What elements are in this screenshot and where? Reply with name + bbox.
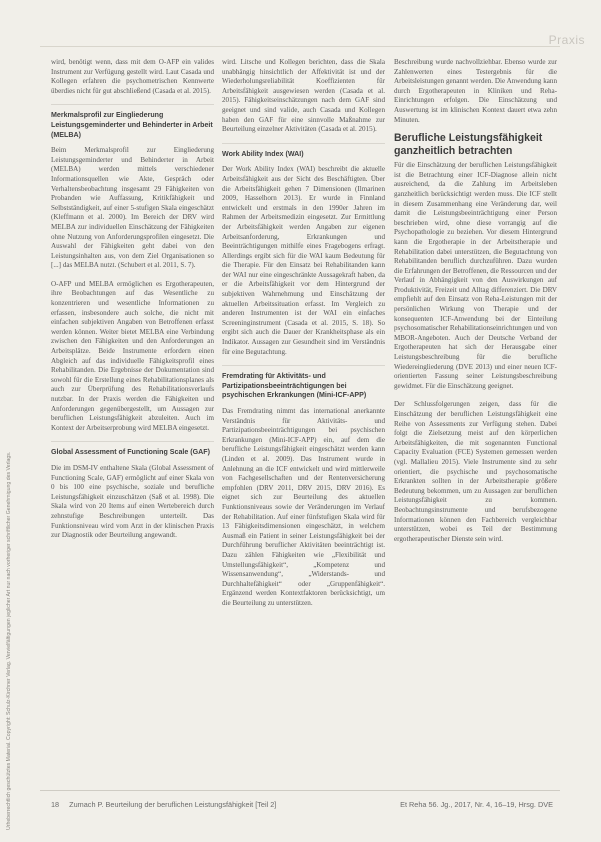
divider	[51, 441, 214, 442]
header-rule	[40, 30, 560, 47]
column3-paragraph-2: Der Schlussfolgerungen zeigen, dass für die Einschätzung der beruflichen Leistungsfähigkeit eine Reihe von Assessments zur Verfügung stehen. Dabei folgt die Zielsetzung meist auf den körperlichen Arbeitsfähigkeiten, die mit sogenannten Functional Capacity Evaluation (FCE) Systemen gemessen werden (vgl. Mallalieu 2015). Viele Instrumente sind zu sehr orientiert, die psychische und psychosomatische Erkrankten sollten in der Arbeitstherapie größere Bedeutung bekommen, um zu Aussagen zur beruflichen Leistungsfähigkeit zu kommen. Beobachtungsinstrumente und berufsbezogene Informationen können den Fachbereich vergleichbar unterstützen, wobei es Teil der Bestimmung ergotherapeutischer Dienste sein wird.	[394, 400, 557, 543]
copyright-notice-text: Urheberrechtlich geschütztes Material. Copyright: Schulz-Kirchner Verlag. Vervielfältigungen jeglicher Art nur nach vorheriger schriftlicher Genehmigung des Verlags.	[6, 451, 12, 830]
column2-intro-paragraph: wird. Litsche und Kollegen berichten, dass die Skala unabhängig hinsichtlich der Affektivität ist und der Wiederholungsreliabilität Koeffizienten für Arbeitsfähigkeit ausgewiesen werden (Casada et al. 2015). Fähigkeitseinschätzungen nach dem GAF sind geeignet und sind valide, auch Casada und Kollegen haben den GAF für eine sinnvolle Maßnahme zur Beurteilung einzelner Aktivitäten (Casada et al. 2015).	[222, 58, 385, 134]
column3-intro-paragraph: Beschreibung wurde nachvollziehbar. Ebenso wurde zur Zahlenwerten eines Testergebnis für die Arbeitsleistungen genannt werden. Die Anwendung kann durch Ergotherapeuten in Kliniken und Reha-Einrichtungen erfolgen. Die Einschätzung und Auswertung ist im klinischen Kontext dauert etwa zehn Minuten.	[394, 58, 557, 124]
page-number: 18	[51, 800, 60, 809]
column-2	[222, 58, 385, 608]
divider	[222, 143, 385, 144]
column1-intro-paragraph: wird, benötigt wenn, dass mit dem O-AFP ein valides Instrument zur Verfügung gestellt wird. Laut Casada und Kollegen erfahren die psychometrischen Kennwerte überdies nicht für gut abschließend (Casada et al. 2015).	[51, 58, 214, 95]
gaf-paragraph: Die im DSM-IV enthaltene Skala (Global Assessment of Functioning Scale, GAF) ermöglicht auf einer Skala von 0 bis 100 eine psychische, soziale und berufliche Leistungsfähigkeit einzuschätzen (Saß et al. 1998). Die Skala wird von 20 Items auf einen Wertebereich durch zehnstufige Beschreibungen unterteilt. Das Funktionsniveau wird vom Arzt in der klinischen Praxis zur Diagnostik oder Beurteilung angewandt.	[51, 463, 214, 540]
article-citation: Zumach P. Beurteilung der beruflichen Leistungsfähigkeit [Teil 2]	[69, 800, 277, 809]
melba-heading: Merkmalsprofil zur Eingliederung Leistungsgeminderter und Behinderter in Arbeit (MELBA)	[51, 111, 213, 139]
section-label: Praxis	[548, 33, 585, 47]
wai-paragraph: Der Work Ability Index (WAI) beschreibt die aktuelle Arbeitsfähigkeit aus der Sicht des Beschäftigten. Über die Arbeitsfähigkeit gehen 7 Dimensionen (Ilmarinen 2009, Hasselhorn 2013). Er wurde in Finnland entwickelt und erstmals in den 1990er Jahren im Rahmen der Arbeitsmedizin eingesetzt. Zur Ermittlung der Arbeitsfähigkeit werden Angaben zur eigenen Arbeitsanforderung, Erkrankungen und Beeinträchtigungen mithilfe eines Fragebogens erfragt. Allerdings ergibt sich für die WAI kaum Bedeutung für die Therapie. Für den Einsatz bei Rehabilitanden kann der WAI nur eine eingeschränkte Aussagekraft haben, da er die Arbeitsfähigkeit vor dem Hintergrund der subjektiven Wahrnehmung und Einschätzung der aktuellen Arbeitssituation erfasst. Im Vergleich zu anderen Instrumenten ist der WAI ein einfaches Screeninginstrument (Casada et al. 2015, S. 18). So ergibt sich auch die Dauer der Krankheitsphase als ein Indikator. Aussagen zur Gesundheit sind im Verständnis für eine Begutachtung.	[222, 165, 385, 356]
section-heading: Berufliche Leistungsfähigkeit ganzheitlich betrachten	[394, 132, 543, 157]
wai-heading: Work Ability Index (WAI)	[222, 149, 304, 158]
column-3	[394, 58, 557, 544]
melba-paragraph-2: O-AFP und MELBA ermöglichen es Ergotherapeuten, ihre Beobachtungen auf das Wesentliche zu konzentrieren und wesentliche Informationen zu erfassen, insbesondere auch solche, die nicht mit einfachen subjektiven Angaben von Betroffenen erfasst werden können. Weiter bietet MELBA eine Verbindung zwischen den Fähigkeiten und den Anforderungen an Arbeitsplätze. Beide Instrumente erfordern einen Abgleich auf das individuelle Fähigkeitsprofil eines Rehabilitanden. Die Ergebnisse der Dokumentation sind sowohl für die Erstellung eines Rehabilitationsplanes als auch zur Überprüfung des Rehabilitationsverlaufs nutzbar. In der Praxis werden die Fähigkeiten und Anforderungen gegenübergestellt, um Aussagen zur beruflichen Leistungsfähigkeit abzuleiten. Auch im Kontext der Arbeitserprobung wird MELBA eingesetzt.	[51, 279, 214, 432]
footer-left	[51, 800, 276, 809]
gaf-heading: Global Assessment of Functioning Scale (GAF)	[51, 448, 210, 457]
divider	[222, 365, 385, 366]
melba-paragraph-1: Beim Merkmalsprofil zur Eingliederung Leistungsgeminderter und Behinderter in Arbeit (MELBA) werden mittels verschiedener Informationsquellen wie Akte, Gespräch oder Verhaltensbeobachtung insgesamt 29 Fähigkeiten von Probanden wie Auffassung, Kritikfähigkeit und Selbstständigkeit, auf einer 5-stufigen Skala eingeschätzt (Kleffmann et al. 2000). Im Bereich der DRV wird MELBA zur individuellen Einschätzung der Fähigkeiten ohne Nutzung von Anforderungsprofilen eingesetzt. Die Auswahl der Fähigkeiten geht dabei von den Leistungsinhalten aus, von dem Ziel Organisationen so [...] das MELBA nutzt. (Schubert et al. 2011, S. 7).	[51, 146, 214, 270]
mini-icf-heading: Fremdrating für Aktivitäts- und Partizipationsbeeinträchtigungen bei psychischen Erkrankungen (Mini-ICF-APP)	[222, 372, 367, 400]
column3-paragraph-1: Für die Einschätzung der beruflichen Leistungsfähigkeit ist die Betrachtung einer ICF-Diagnose allein nicht ausreichend, da die Zahlung im Arbeitsleben ganzheitlich berücksichtigt werden muss. Die ICF stellt in diesem Zusammenhang eine Veränderung dar, weil damit die Leistungsbeeinträchtigung einer Person beschrieben wird, ohne diese vorrangig auf die Psychopathologie zu beziehen. Vor diesem Hintergrund kann die Ergotherapie in der Arbeitstherapie und Rehabilitation dabei unterstützen, die Begutachtung von Rehabilitanden beruflich durchzuführen. Dazu wurden die Erfahrungen der Betroffenen, die Ressourcen und der Verlauf in Abhängigkeit von den Auswirkungen auf Produktivität, Freizeit und Alltag differenziert. Die DRV empfiehlt auf den Einsatz von Reha-Leistungen mit der persönlichen Wirkung von Therapie und der konsequenten ICF-Anwendung bei der Einteilung psychosomatischer Rehabilitationseinrichtungen und von MBOR-Angeboten. Auch der Deutsche Verband der Ergotherapeuten hat sich der Herausgabe einer Leistungsbeschreibung für die berufliche Wiedereingliederung (DVE 2013) und einer neuen ICF-orientierten Fassung seiner Leistungsbeschreibung gewidmet. Für die Einschätzung geeignet.	[394, 161, 557, 390]
copyright-side-notice	[6, 60, 20, 830]
footer-rule	[40, 790, 560, 791]
divider	[51, 104, 214, 105]
mini-icf-paragraph: Das Fremdrating nimmt das international anerkannte Verständnis für Aktivitäts- und Partizipationsbeeinträchtigungen bei psychischen Erkrankungen (Mini-ICF-APP) ein, auf dem die berufliche Leistungsfähigkeit eingeschätzt werden kann (Linden et al. 2009). Das Instrument wurde in Anlehnung an die ICF entwickelt und wird mittlerweile von Fachgesellschaften und der Rentenversicherung empfohlen (DRV 2011, DRV 2015, DRV 2016). Es eignet sich zur Beurteilung des aktuellen Funktionsniveaus sowie der Veränderungen im Verlauf der Rehabilitation. Auf einer fünfstufigen Skala wird für 13 Fähigkeitsdimensionen eingeschätzt, in welchem Ausmaß ein Patient in seiner Leistungsfähigkeit bei der Durchführung beruflicher Aktivitäten beeinträchtigt ist. Dazu zählen Fähigkeiten wie „Flexibilität und Umstellungsfähigkeit“, „Kompetenz und Wissensanwendung“, „Widerstands- und Durchhaltefähigkeit“ oder „Gruppenfähigkeit“. Ergänzend werden Kontextfaktoren berücksichtigt, um die Beurteilung zu unterstützen.	[222, 407, 385, 607]
journal-citation: Et Reha 56. Jg., 2017, Nr. 4, 16–19, Hrsg. DVE	[400, 800, 553, 809]
column-1	[51, 58, 214, 541]
